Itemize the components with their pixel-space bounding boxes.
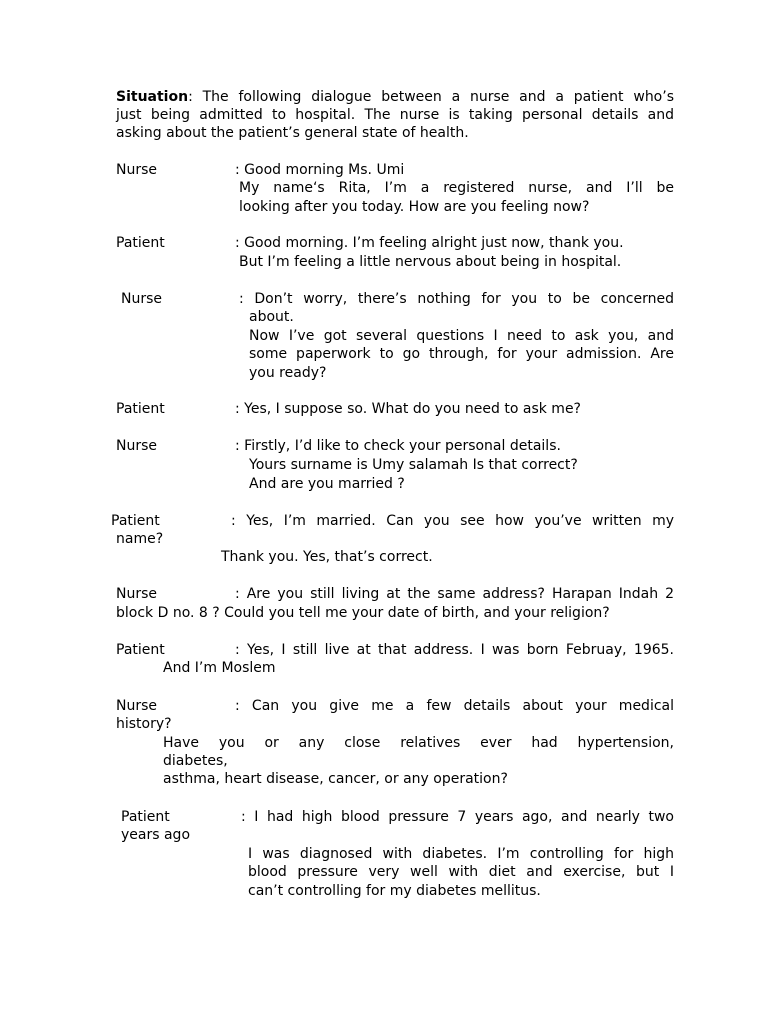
dialogue-line: : Can you give me a few details about your medical bbox=[235, 698, 674, 714]
dialogue-line: : Good morning Ms. Umi bbox=[235, 162, 405, 178]
dialogue-line: : Don’t worry, there’s nothing for you to be concerned bbox=[239, 291, 674, 307]
speaker-label: Nurse bbox=[121, 291, 163, 307]
dialogue-line: you ready? bbox=[249, 365, 327, 381]
dialogue-line: history? bbox=[116, 716, 172, 732]
speaker-label: Patient bbox=[116, 401, 165, 417]
dialogue-line: : Are you still living at the same address? Harapan Indah 2 bbox=[235, 586, 674, 602]
dialogue-line: some paperwork to go through, for your admission. Are bbox=[249, 346, 674, 362]
dialogue-line: block D no. 8 ? Could you tell me your date of birth, and your religion? bbox=[116, 605, 610, 621]
speaker-label: Patient bbox=[121, 809, 170, 825]
dialogue-line: name? bbox=[116, 531, 164, 547]
dialogue-line: diabetes, bbox=[163, 753, 228, 769]
situation-line-3: asking about the patient’s general state of health. bbox=[116, 125, 469, 141]
dialogue-line: Now I’ve got several questions I need to ask you, and bbox=[249, 328, 674, 344]
dialogue-line: can’t controlling for my diabetes mellitus. bbox=[248, 883, 541, 899]
situation-line-1: Situation: The following dialogue between a nurse and a patient who’s bbox=[116, 89, 674, 105]
dialogue-line: Thank you. Yes, that’s correct. bbox=[221, 549, 433, 565]
dialogue-line: about. bbox=[249, 309, 294, 325]
speaker-label: Nurse bbox=[116, 586, 158, 602]
dialogue-line: : Yes, I’m married. Can you see how you’ve written my bbox=[231, 513, 674, 529]
dialogue-line: But I’m feeling a little nervous about being in hospital. bbox=[239, 254, 622, 270]
dialogue-line: blood pressure very well with diet and exercise, but I bbox=[248, 864, 674, 880]
dialogue-line: I was diagnosed with diabetes. I’m controlling for high bbox=[248, 846, 674, 862]
situation-label: Situation bbox=[116, 89, 189, 105]
speaker-label: Patient bbox=[116, 235, 165, 251]
dialogue-line: looking after you today. How are you feeling now? bbox=[239, 199, 590, 215]
speaker-label: Nurse bbox=[116, 438, 158, 454]
dialogue-line: asthma, heart disease, cancer, or any operation? bbox=[163, 771, 508, 787]
speaker-label: Patient bbox=[116, 642, 165, 658]
dialogue-line: And are you married ? bbox=[249, 476, 405, 492]
dialogue-line: : Good morning. I’m feeling alright just now, thank you. bbox=[235, 235, 624, 251]
dialogue-line: : Yes, I still live at that address. I was born Februay, 1965. bbox=[235, 642, 674, 658]
dialogue-line: And I’m Moslem bbox=[163, 660, 276, 676]
dialogue-line: : I had high blood pressure 7 years ago, and nearly two bbox=[241, 809, 674, 825]
dialogue-line: years ago bbox=[121, 827, 191, 843]
speaker-label: Patient bbox=[111, 513, 160, 529]
dialogue-line: : Yes, I suppose so. What do you need to ask me? bbox=[235, 401, 581, 417]
dialogue-line: Yours surname is Umy salamah Is that correct? bbox=[249, 457, 578, 473]
speaker-label: Nurse bbox=[116, 698, 158, 714]
dialogue-line: Have you or any close relatives ever had hypertension, bbox=[163, 735, 674, 751]
dialogue-line: My name‘s Rita, I’m a registered nurse, and I’ll be bbox=[239, 180, 674, 196]
speaker-label: Nurse bbox=[116, 162, 158, 178]
dialogue-line: : Firstly, I’d like to check your personal details. bbox=[235, 438, 561, 454]
situation-line-2: just being admitted to hospital. The nurse is taking personal details and bbox=[116, 107, 674, 123]
